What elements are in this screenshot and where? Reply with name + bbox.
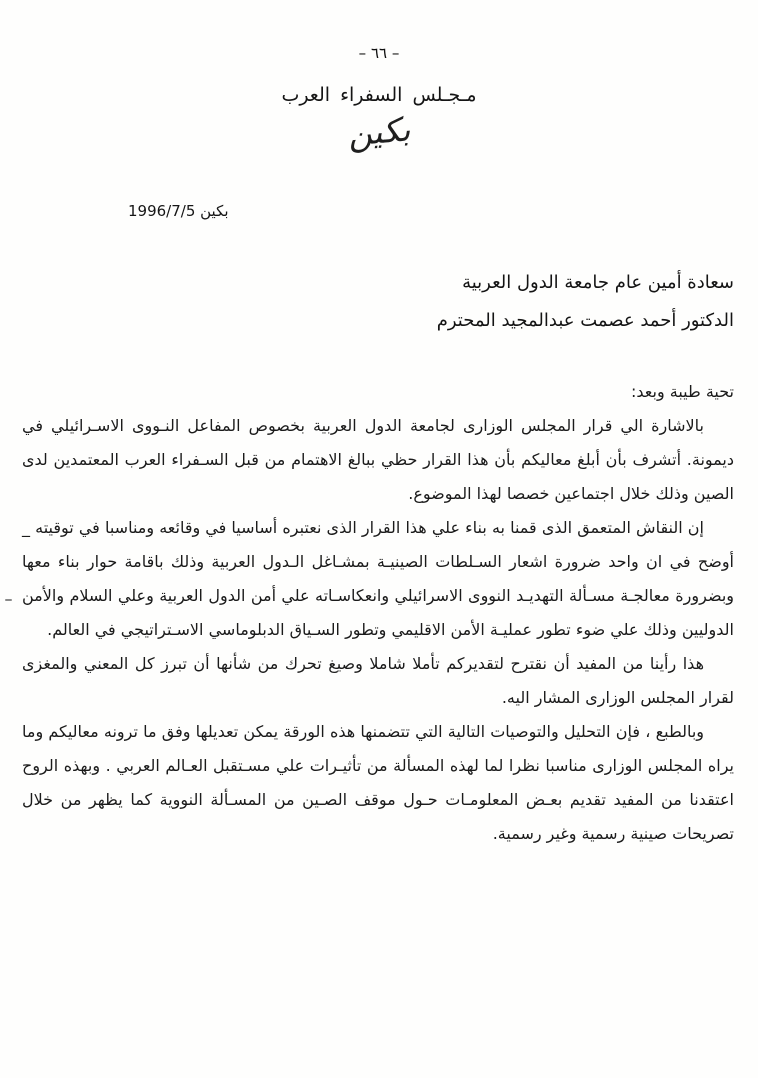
addressee-line-1: سعادة أمين عام جامعة الدول العربية [462,272,734,293]
city-handwritten-signature: بكين [346,109,412,154]
body-paragraph-3: هذا رأينا من المفيد أن نقترح لتقديركم تأملا شاملا وصيغ تحرك من شأنها أن تبرز كل المعني والمغزى لقرار المجلس الوزارى المشار اليه. [22,654,734,707]
scan-artifact-mark [5,599,12,601]
dateline: بكين 1996/7/5 [128,202,229,220]
organization-name: مـجـلس السفراء العرب [281,84,477,106]
letter-body [22,375,734,851]
body-paragraph-2: إن النقاش المتعمق الذى قمنا به بناء علي هذا القرار الذى نعتبره أساسيا في وقائعه ومناسبا في توقيته _ أوضح في ان واحد ضرورة اشعار السـلطات الصينيـة بمشـاغل الـدول العربية وذلك باقامة حوار بناء معها وبضرورة معالجـة مسـألة التهديـد النووى الاسرائيلي وانعكاسـاته علي أمن الدول العربية وعلي السلام والأمن الدوليين وذلك علي ضوء تطور عمليـة الأمن الاقليمي وتطور السـياق الدبلوماسي الاسـتراتيجي في العالم. [22,518,734,639]
page-number: – ٦٦ – [358,44,400,62]
salutation: تحية طيبة وبعد: [630,382,734,401]
body-paragraph-1: بالاشارة الي قرار المجلس الوزارى لجامعة الدول العربية بخصوص المفاعل النـووى الاسـرائيلي في ديمونة. أتشرف بأن أبلغ معاليكم بأن هذا القرار حظي ببالغ الاهتمام من قبل السـفراء العرب المعتمدين لدى الصين وذلك خلال اجتماعين خصصا لهذا الموضوع. [22,416,734,503]
addressee-line-2: الدكتور أحمد عصمت عبدالمجيد المحترم [436,310,734,331]
addressee-block [24,264,734,340]
body-paragraph-4: وبالطبع ، فإن التحليل والتوصيات التالية التي تتضمنها هذه الورقة يمكن تعديلها وفق ما ترونه معاليكم وما يراه المجلس الوزارى مناسبا نظرا لما لهذه المسألة من تأثيـرات علي مسـتقبل العـالم العربي . وبهذه الروح اعتقدنا من المفيد تقديم بعـض المعلومـات حـول موقف الصـين من المسـألة النووية كما يظهر من خلال تصريحات صينية رسمية وغير رسمية. [22,722,734,843]
